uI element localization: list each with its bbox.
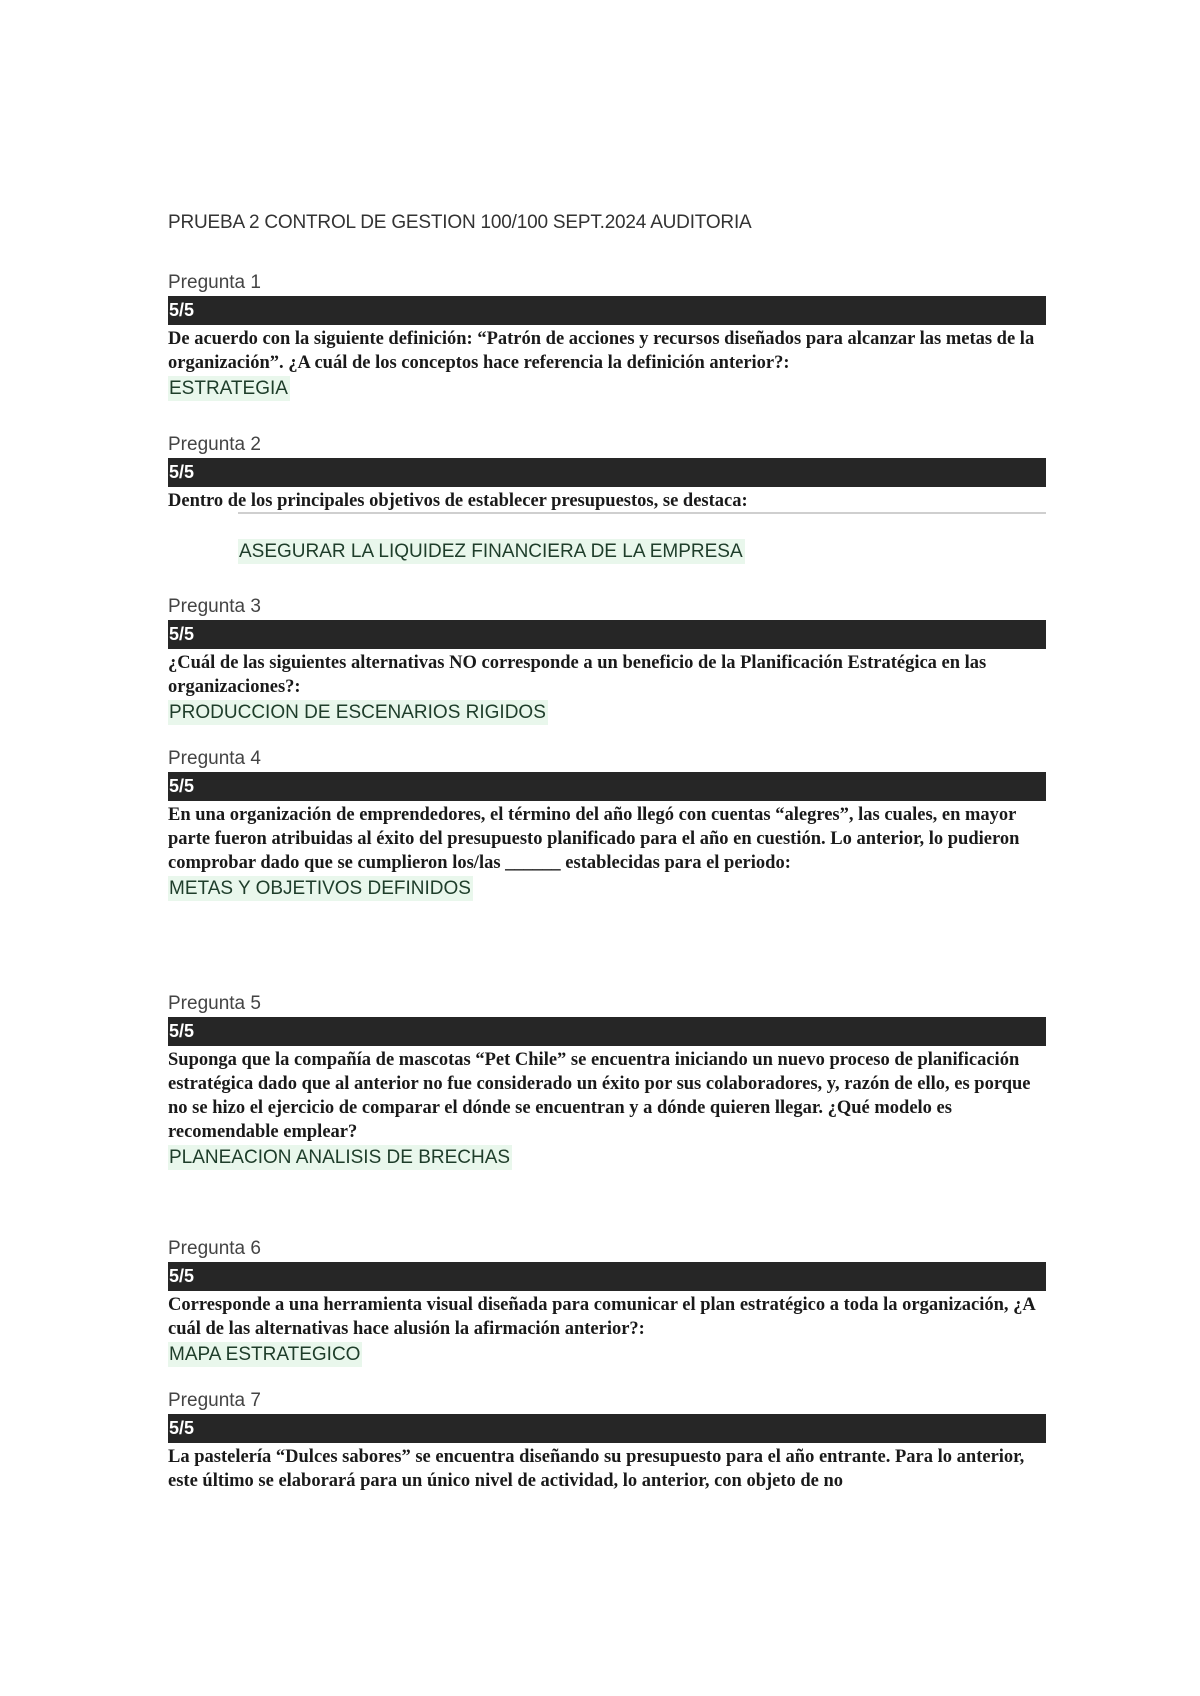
answer-highlight: MAPA ESTRATEGICO [169,1344,361,1365]
score-bar: 5/5 [168,1414,1046,1443]
question-7 [168,1388,1046,1493]
question-1 [168,270,1046,401]
question-5 [168,991,1046,1170]
question-text: De acuerdo con la siguiente definición: “Patrón de acciones y recursos diseñados para alcanzar las metas de la organización”. ¿A cuál de los conceptos hace referencia la definición anterior?: [168,329,1035,373]
question-label: Pregunta 6 [168,1238,261,1259]
score-bar: 5/5 [168,1017,1046,1046]
question-2 [168,432,1046,564]
score-bar: 5/5 [168,772,1046,801]
question-text: La pastelería “Dulces sabores” se encuentra diseñando su presupuesto para el año entrante. Para lo anterior, este último se elaborará para un único nivel de actividad, lo anterior, con objeto de no [168,1447,1025,1491]
score-bar: 5/5 [168,1262,1046,1291]
question-label: Pregunta 5 [168,993,261,1014]
answer-highlight: ESTRATEGIA [169,378,288,399]
answer-highlight: PLANEACION ANALISIS DE BRECHAS [169,1147,511,1168]
question-label: Pregunta 1 [168,272,261,293]
question-text: Dentro de los principales objetivos de establecer presupuestos, se destaca: [168,491,748,511]
question-label: Pregunta 3 [168,596,261,617]
question-label: Pregunta 4 [168,748,261,769]
question-6 [168,1236,1046,1367]
answer-highlight: METAS Y OBJETIVOS DEFINIDOS [169,878,471,899]
question-4 [168,746,1046,901]
divider-line [238,512,1046,514]
score-bar: 5/5 [168,458,1046,487]
answer-highlight: PRODUCCION DE ESCENARIOS RIGIDOS [169,702,546,723]
question-text: Corresponde a una herramienta visual diseñada para comunicar el plan estratégico a toda la organización, ¿A cuál de las alternativas hace alusión la afirmación anterior?: [168,1295,1035,1339]
answer-highlight: ASEGURAR LA LIQUIDEZ FINANCIERA DE LA EMPRESA [239,541,743,562]
question-text: ¿Cuál de las siguientes alternativas NO corresponde a un beneficio de la Planificación Estratégica en las organizaciones?: [168,653,987,697]
question-text: Suponga que la compañía de mascotas “Pet Chile” se encuentra iniciando un nuevo proceso de planificación estratégica dado que al anterior no fue considerado un éxito por sus colaboradores, y, razón de ello, es porque no se hizo el ejercicio de comparar el dónde se encuentran y a dónde quieren llegar. ¿Qué modelo es recomendable emplear? [168,1050,1031,1142]
question-label: Pregunta 2 [168,434,261,455]
question-3 [168,594,1046,725]
question-label: Pregunta 7 [168,1390,261,1411]
question-text: En una organización de emprendedores, el término del año llegó con cuentas “alegres”, las cuales, en mayor parte fueron atribuidas al éxito del presupuesto planificado para el año en cuestión. Lo anterior, lo pudieron comprobar dado que se cumplieron los/las ______ establecidas para el periodo: [168,805,1020,873]
document-title: PRUEBA 2 CONTROL DE GESTION 100/100 SEPT.2024 AUDITORIA [168,212,752,233]
score-bar: 5/5 [168,296,1046,325]
score-bar: 5/5 [168,620,1046,649]
